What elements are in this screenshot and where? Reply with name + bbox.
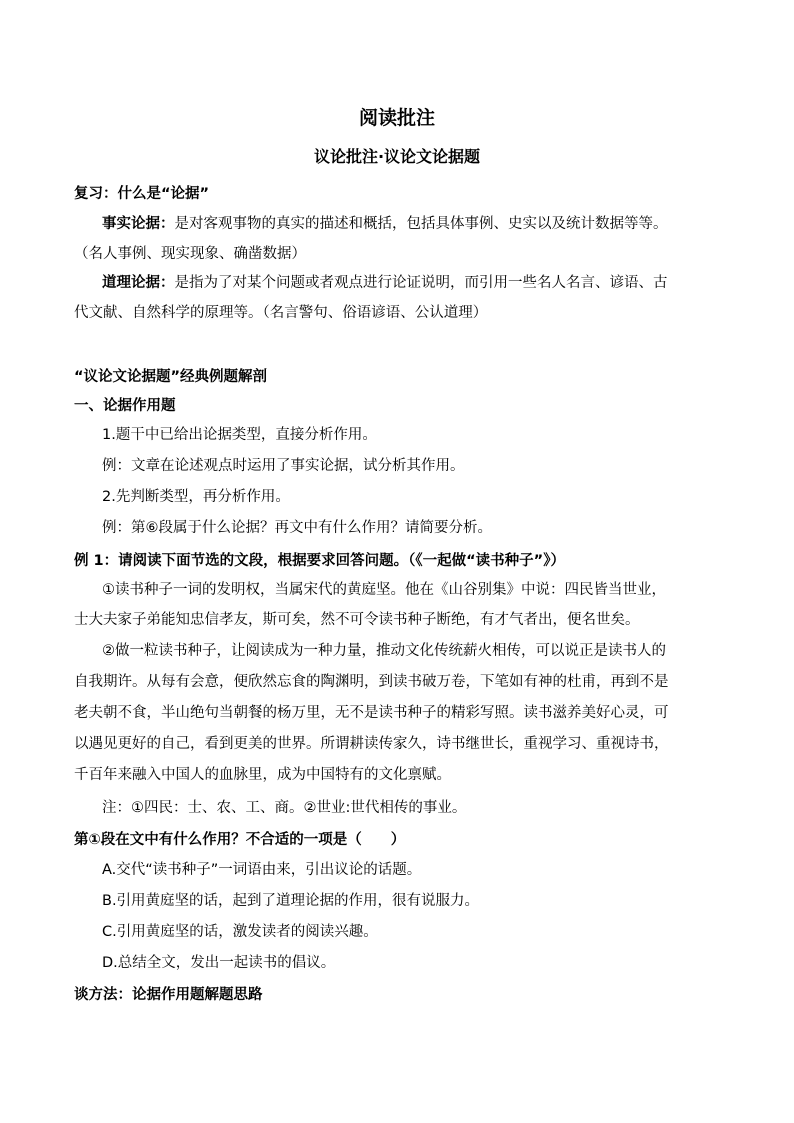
- reason-argument-line-1: [102, 273, 668, 293]
- method-item-2: 2.先判断类型，再分析作用。: [102, 489, 290, 505]
- passage-p1-line-1: ①读书种子一词的发明权，当属宋代的黄庭坚。他在《山谷别集》中说：四民皆当世业，: [102, 582, 666, 598]
- option-b: B.引用黄庭坚的话，起到了道理论据的作用，很有说服力。: [102, 893, 480, 909]
- passage-p2-line-3: 老夫朝不食，半山绝句当朝餐的杨万里，无不是读书种子的精彩写照。读书滋养美好心灵，可: [74, 705, 669, 721]
- fact-argument-text: 是对客观事物的真实的描述和概括，包括具体事例、史实以及统计数据等等。: [174, 216, 668, 232]
- passage-p2-line-1: ②做一粒读书种子，让阅读成为一种力量，推动文化传统薪火相传，可以说正是读书人的: [102, 643, 666, 659]
- part1-heading: 一、论据作用题: [74, 398, 176, 414]
- method-example-1: 例：文章在论述观点时运用了事实论据，试分析其作用。: [102, 458, 465, 474]
- reason-argument-line-2: 代文献、自然科学的原理等。（名言警句、俗语谚语、公认道理）: [74, 305, 488, 321]
- passage-p2-line-2: 自我期许。从每有会意，便欣然忘食的陶渊明，到读书破万卷，下笔如有神的杜甫，再到不是: [74, 674, 669, 690]
- method-item-1: 1.题干中已给出论据类型，直接分析作用。: [102, 427, 377, 443]
- option-a: A.交代“读书种子”一词语由来，引出议论的话题。: [102, 862, 422, 878]
- section-heading: “议论文论据题”经典例题解剖: [74, 369, 268, 385]
- page-title: 阅读批注: [358, 107, 435, 129]
- passage-p1-line-2: 士大夫家子弟能知忠信孝友，斯可矣，然不可令读书种子断绝，有才气者出，便名世矣。: [74, 612, 640, 628]
- page-subtitle: 议论批注·议论文论据题: [313, 147, 481, 166]
- passage-p2-line-4: 以遇见更好的自己，看到更美的世界。所谓耕读传家久，诗书继世长，重视学习、重视诗书，: [74, 736, 669, 752]
- fact-argument-line-1: [102, 214, 668, 234]
- reason-argument-text: 是指为了对某个问题或者观点进行论证说明，而引用一些名人名言、谚语、古: [174, 275, 668, 291]
- passage-note: 注：①四民：士、农、工、商。②世业:世代相传的事业。: [102, 800, 467, 816]
- fact-argument-label: 事实论据：: [102, 216, 175, 232]
- reason-argument-label: 道理论据：: [102, 275, 175, 291]
- question-stem: 第①段在文中有什么作用？不合适的一项是（ ）: [74, 832, 406, 848]
- option-c: C.引用黄庭坚的话，激发读者的阅读兴趣。: [102, 924, 378, 940]
- method-example-2: 例：第⑥段属于什么论据？再文中有什么作用？请简要分析。: [102, 520, 492, 536]
- option-d: D.总结全文，发出一起读书的倡议。: [102, 955, 336, 971]
- example-heading: 例 1：请阅读下面节选的文段，根据要求回答问题。（《一起做“读书种子”》）: [74, 553, 565, 569]
- passage-p2-line-5: 千百年来融入中国人的血脉里，成为中国特有的文化禀赋。: [74, 767, 451, 783]
- review-heading: 复习：什么是“论据”: [74, 186, 210, 202]
- fact-argument-line-2: （名人事例、现实现象、确凿数据）: [74, 246, 306, 262]
- method-heading: 谈方法：论据作用题解题思路: [74, 987, 263, 1003]
